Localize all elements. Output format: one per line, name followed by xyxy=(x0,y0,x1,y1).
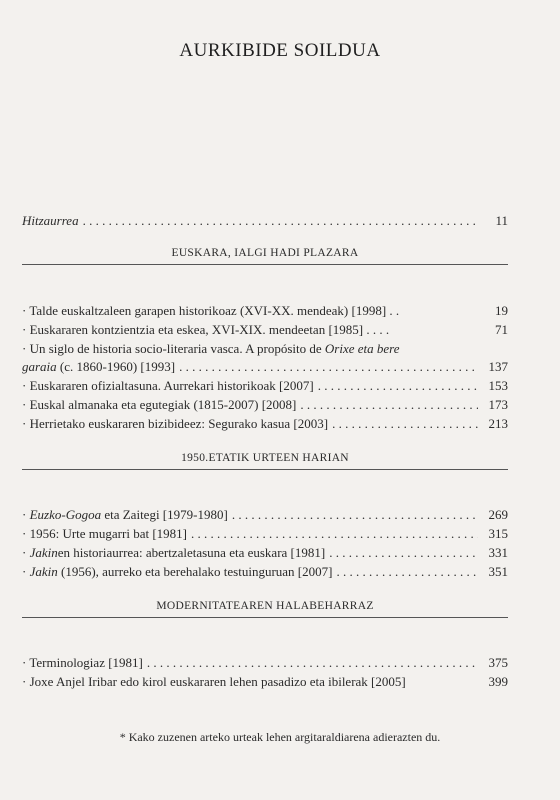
section-heading: EUSKARA, IALGI HADI PLAZARA xyxy=(171,247,359,259)
page-number: 375 xyxy=(488,655,508,670)
leader-dots xyxy=(83,212,478,230)
entry-title: · Euskal almanaka eta egutegiak (1815-2007) [2008] xyxy=(22,397,297,412)
leader-dots xyxy=(179,358,478,376)
toc-entry xyxy=(22,654,508,672)
page-number: 173 xyxy=(488,397,508,412)
toc-entry xyxy=(22,302,508,320)
entry-title: · Terminologiaz [1981] xyxy=(22,655,143,670)
leader-dots xyxy=(191,525,478,543)
page-number: 351 xyxy=(488,564,508,579)
entry-title: · Talde euskaltzaleen garapen historikoaz (XVI-XX. mendeak) [1998] . . xyxy=(22,303,400,318)
page-number: 153 xyxy=(488,378,508,393)
leader-dots xyxy=(336,563,478,581)
leader-dots xyxy=(332,415,478,433)
toc-entry: · Jakinen historiaurrea: abertzaletasuna eta euskara [1981] . . . 331 xyxy=(22,544,508,562)
toc-entry xyxy=(22,321,508,339)
leader-dots xyxy=(147,654,478,672)
page-number: 213 xyxy=(488,416,508,431)
page-number: 315 xyxy=(488,526,508,541)
intro-label: Hitzaurrea xyxy=(22,213,79,228)
toc-entry-wrapped: · Un siglo de historia socio-literaria vasca. A propósito de Orixe eta bere xyxy=(22,341,400,356)
toc-entry: · Jakin (1956), aurreko eta berehalako testuinguruan [2007] . . . 351 xyxy=(22,563,508,581)
leader-dots xyxy=(318,377,478,395)
leader-dots xyxy=(329,544,478,562)
page-number: 331 xyxy=(488,545,508,560)
page-number: 11 xyxy=(495,213,508,228)
page-title: AURKIBIDE SOILDUA xyxy=(179,40,381,61)
toc-entry xyxy=(22,396,508,414)
section-heading: 1950.ETATIK URTEEN HARIAN xyxy=(181,452,349,464)
section-rule xyxy=(22,264,508,265)
toc-entry: · Euzko-Gogoa eta Zaitegi [1979-1980] . . . 269 xyxy=(22,506,508,524)
entry-title: · Joxe Anjel Iribar edo kirol euskararen lehen pasadizo eta ibilerak [2005] xyxy=(22,674,406,689)
entry-title: · Euskararen ofizialtasuna. Aurrekari historikoak [2007] xyxy=(22,378,314,393)
toc-entry xyxy=(22,673,508,691)
entry-title: · Herrietako euskararen bizibideez: Segurako kasua [2003] xyxy=(22,416,329,431)
toc-entry xyxy=(22,415,508,433)
footnote: * Kako zuzenen arteko urteak lehen argitaraldiarena adierazten du. xyxy=(119,730,441,744)
leader-dots xyxy=(300,396,478,414)
toc-entry: garaia (c. 1860-1960) [1993] . . . 137 xyxy=(22,358,508,376)
section-rule xyxy=(22,469,508,470)
section-rule xyxy=(22,617,508,618)
page-number: 399 xyxy=(488,674,508,689)
intro-entry xyxy=(22,212,508,230)
leader-dots xyxy=(232,506,478,524)
entry-title: · Euskararen kontzientzia eta eskea, XVI-XIX. mendeetan [1985] . . . . xyxy=(22,322,390,337)
section-heading: MODERNITATEAREN HALABEHARRAZ xyxy=(156,600,374,612)
page-number: 71 xyxy=(495,322,508,337)
toc-entry xyxy=(22,377,508,395)
page-number: 19 xyxy=(495,303,508,318)
page-number: 137 xyxy=(488,359,508,374)
toc-entry: · 1956: Urte mugarri bat [1981] . . . 315 xyxy=(22,525,508,543)
page-number: 269 xyxy=(488,507,508,522)
